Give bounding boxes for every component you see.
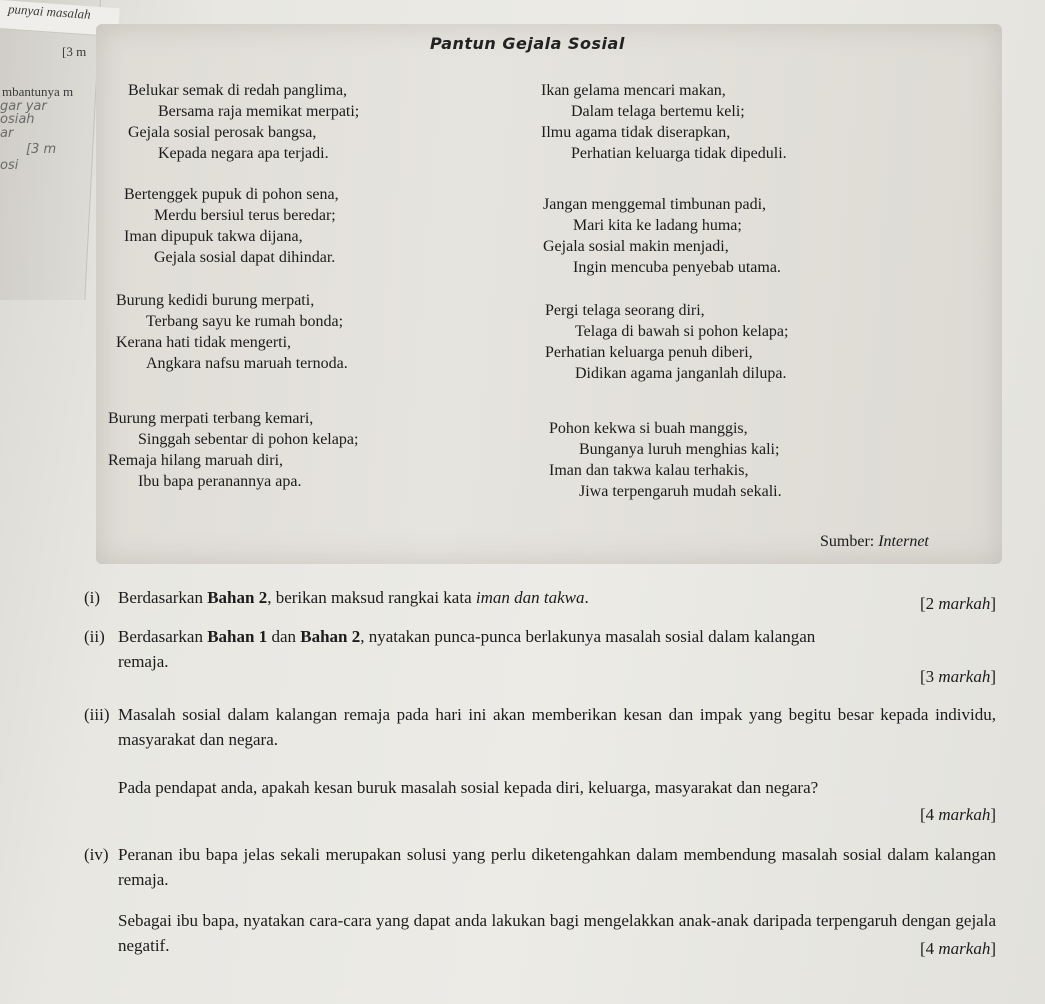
pantun-stanza xyxy=(541,80,787,164)
pantun-line: Singgah sebentar di pohon kelapa; xyxy=(138,431,359,448)
under-page-text: punyai masalah xyxy=(7,1,92,22)
pantun-line: Didikan agama janganlah dilupa. xyxy=(575,365,787,382)
marks-label xyxy=(920,936,996,961)
question-text-continued: remaja. xyxy=(118,652,169,671)
question-context: Masalah sosial dalam kalangan remaja pada hari ini akan memberikan kesan dan impak yang begitu besar kepada individu, masyarakat dan negara. xyxy=(118,705,996,749)
handwritten-note: osi xyxy=(0,158,19,173)
pantun-line: Gejala sosial makin menjadi, xyxy=(543,238,729,255)
pantun-line: Burung kedidi burung merpati, xyxy=(116,292,315,309)
marks-close: ] xyxy=(990,939,996,958)
pantun-stanza xyxy=(545,300,788,384)
pantun-line: Iman dan takwa kalau terhakis, xyxy=(549,462,749,479)
question-number: (iv) xyxy=(84,845,109,864)
bahan-reference: Bahan 2 xyxy=(207,588,268,607)
pantun-line: Burung merpati terbang kemari, xyxy=(108,410,314,427)
source-label: Sumber: xyxy=(820,533,879,550)
question-number: (i) xyxy=(84,588,101,607)
question-iii xyxy=(84,702,996,827)
marks-open: [4 xyxy=(919,805,939,824)
pantun-line: Kerana hati tidak mengerti, xyxy=(116,334,292,351)
handwritten-note: ar xyxy=(0,126,14,141)
pantun-line: Telaga di bawah si pohon kelapa; xyxy=(575,323,789,340)
pantun-stanza xyxy=(124,184,339,268)
pantun-line: Ibu bapa peranannya apa. xyxy=(138,473,302,490)
source-value: Internet xyxy=(878,533,929,550)
marks-word: markah xyxy=(938,805,991,824)
pantun-stanza xyxy=(108,408,358,492)
marks-open: [4 xyxy=(919,939,939,958)
question-text xyxy=(118,585,996,610)
marks-close: ] xyxy=(990,594,996,613)
question-number: (iii) xyxy=(84,705,110,724)
marks-word: markah xyxy=(938,667,991,686)
marks-word: markah xyxy=(938,594,991,613)
pantun-line: Jiwa terpengaruh mudah sekali. xyxy=(579,483,782,500)
poem-title: Pantun Gejala Sosial xyxy=(430,34,625,53)
pantun-line: Ilmu agama tidak diserapkan, xyxy=(541,124,731,141)
question-ii xyxy=(84,624,996,694)
bahan-reference: Bahan 1 xyxy=(207,627,268,646)
handwritten-note: osiah xyxy=(0,112,35,127)
pantun-line: Bunganya luruh menghias kali; xyxy=(579,441,780,458)
pantun-line: Bersama raja memikat merpati; xyxy=(158,103,360,120)
pantun-stanza xyxy=(543,194,781,278)
italic-term: iman dan takwa xyxy=(475,588,585,607)
source-credit xyxy=(820,533,929,551)
pantun-line: Dalam telaga bertemu keli; xyxy=(571,103,745,120)
pantun-line: Remaja hilang maruah diri, xyxy=(108,452,284,469)
pantun-line: Perhatian keluarga penuh diberi, xyxy=(545,344,753,361)
marks-label xyxy=(920,802,996,827)
pantun-line: Mari kita ke ladang huma; xyxy=(573,217,742,234)
text-run: Berdasarkan xyxy=(118,588,208,607)
under-page-text: [3 m xyxy=(62,44,87,59)
handwritten-note: gar yar xyxy=(0,99,47,114)
under-page-text: mbantunya m xyxy=(2,84,74,99)
pantun-line: Ingin mencuba penyebab utama. xyxy=(573,259,781,276)
question-text: Sebagai ibu bapa, nyatakan cara-cara yang dapat anda lakukan bagi mengelakkan anak-anak daripada terpengaruh dengan gejala negatif. xyxy=(118,911,996,955)
pantun-stanza xyxy=(116,290,348,374)
pantun-line: Iman dipupuk takwa dijana, xyxy=(124,228,303,245)
pantun-line: Terbang sayu ke rumah bonda; xyxy=(146,313,344,330)
text-run: , nyatakan punca-punca berlakunya masalah sosial dalam kalangan xyxy=(360,627,816,646)
question-text xyxy=(118,624,996,649)
marks-label xyxy=(920,591,996,616)
pantun-line: Ikan gelama mencari makan, xyxy=(541,82,726,99)
marks-word: markah xyxy=(938,939,991,958)
pantun-line: Merdu bersiul terus beredar; xyxy=(154,207,336,224)
question-context: Peranan ibu bapa jelas sekali merupakan solusi yang perlu diketengahkan dalam membendung masalah sosial dalam kalangan remaja. xyxy=(118,845,996,889)
pantun-line: Belukar semak di redah panglima, xyxy=(128,82,348,99)
pantun-line: Pohon kekwa si buah manggis, xyxy=(549,420,748,437)
marks-open: [3 xyxy=(919,667,939,686)
handwritten-note: [3 m xyxy=(26,142,57,157)
text-run: Berdasarkan xyxy=(118,627,208,646)
pantun-line: Perhatian keluarga tidak dipeduli. xyxy=(571,145,787,162)
pantun-line: Jangan menggemal timbunan padi, xyxy=(543,196,767,213)
question-i xyxy=(84,585,996,615)
pantun-stanza xyxy=(549,418,782,502)
pantun-line: Gejala sosial dapat dihindar. xyxy=(154,249,336,266)
pantun-stanza xyxy=(128,80,359,164)
bahan-reference: Bahan 2 xyxy=(300,627,361,646)
pantun-line: Bertenggek pupuk di pohon sena, xyxy=(124,186,339,203)
pantun-line: Pergi telaga seorang diri, xyxy=(545,302,705,319)
text-run: dan xyxy=(267,627,301,646)
question-iv xyxy=(84,842,996,972)
question-text: Pada pendapat anda, apakah kesan buruk masalah sosial kepada diri, keluarga, masyarakat dan negara? xyxy=(118,778,819,797)
pantun-line: Kepada negara apa terjadi. xyxy=(158,145,329,162)
marks-open: [2 xyxy=(919,594,939,613)
pantun-line: Gejala sosial perosak bangsa, xyxy=(128,124,317,141)
text-run: , berikan maksud rangkai kata xyxy=(267,588,476,607)
pantun-line: Angkara nafsu maruah ternoda. xyxy=(146,355,348,372)
question-number: (ii) xyxy=(84,627,105,646)
text-run: . xyxy=(584,588,589,607)
marks-label xyxy=(920,664,996,689)
marks-close: ] xyxy=(990,805,996,824)
marks-close: ] xyxy=(990,667,996,686)
